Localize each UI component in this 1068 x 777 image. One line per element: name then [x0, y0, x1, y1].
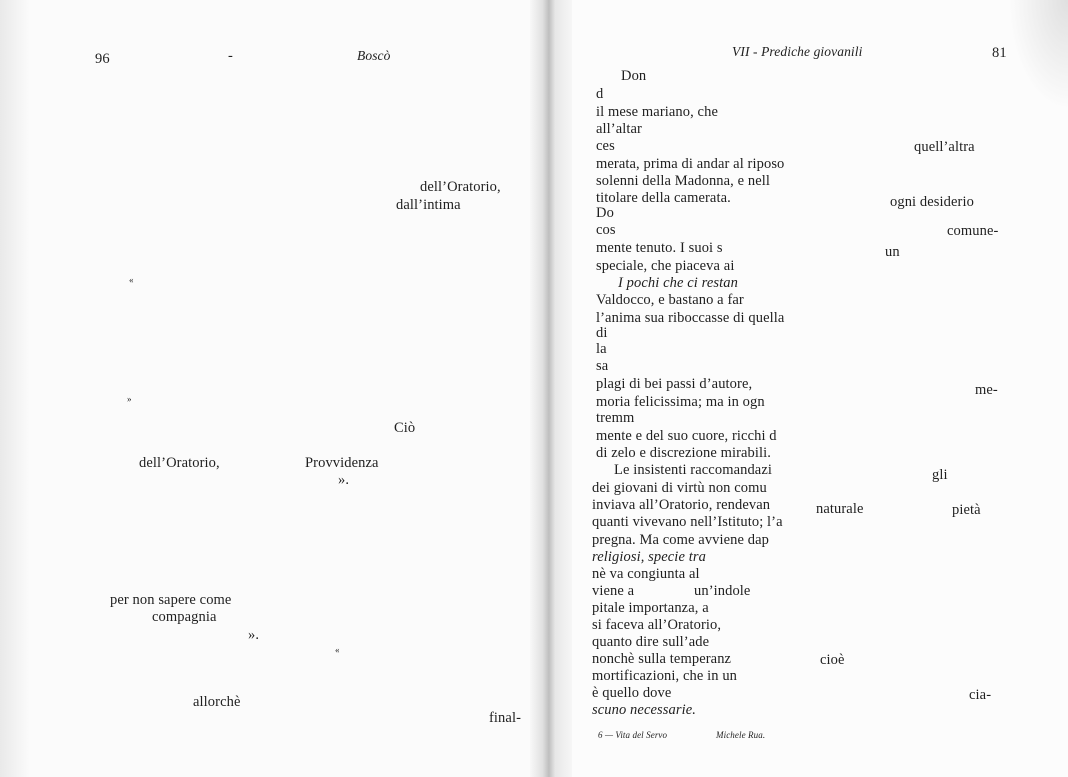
left-page-number: 96 [95, 51, 110, 67]
body-line: quanti vivevano nell’Istituto; l’a [592, 514, 783, 530]
text-fragment: gli [932, 467, 948, 483]
body-line: solenni della Madonna, e nell [596, 173, 771, 189]
text-fragment: me- [975, 382, 998, 398]
body-line: tremm [596, 410, 635, 426]
text-fragment: cioè [820, 652, 845, 668]
body-line: è quello dove [592, 685, 672, 701]
body-line: scuno necessarie. [592, 702, 696, 718]
text-fragment: « [335, 645, 340, 655]
body-line: di zelo e discrezione mirabili. [596, 445, 772, 461]
body-line: religiosi, specie tra [592, 549, 706, 565]
text-fragment: cia- [969, 687, 992, 703]
footer-right: Michele Rua. [716, 730, 766, 740]
text-fragment: dell’Oratorio, [139, 455, 220, 471]
body-line: mente e del suo cuore, ricchi d [596, 428, 777, 444]
text-fragment: ogni desiderio [890, 194, 974, 210]
right-page [542, 0, 1068, 777]
body-line: plagi di bei passi d’autore, [596, 376, 753, 392]
body-line: Don [621, 68, 647, 84]
body-line: dei giovani di virtù non comu [592, 480, 767, 496]
body-line: il mese mariano, che [596, 104, 718, 120]
text-fragment: comune- [947, 223, 999, 239]
text-fragment: compagnia [152, 609, 217, 625]
right-page-number: 81 [992, 45, 1007, 61]
book-gutter [530, 0, 572, 777]
body-line: I pochi che ci restan [618, 275, 738, 291]
text-fragment: ». [338, 472, 350, 488]
text-fragment: pietà [952, 502, 981, 518]
body-line: speciale, che piaceva ai [596, 258, 735, 274]
body-line: quanto dire sull’ade [592, 634, 710, 650]
body-line: sa [596, 358, 609, 374]
body-line: pregna. Ma come avviene dap [592, 532, 770, 548]
body-line: moria felicissima; ma in ogn [596, 394, 765, 410]
footer-left: 6 — Vita del Servo [598, 730, 668, 740]
body-line: viene a [592, 583, 635, 599]
page-edge-shading [0, 0, 30, 777]
text-fragment: allorchè [193, 694, 241, 710]
text-fragment: un’indole [694, 583, 751, 599]
body-line: ces [596, 138, 615, 154]
body-line: merata, prima di andar al riposo [596, 156, 785, 172]
body-line: mente tenuto. I suoi s [596, 240, 723, 256]
text-fragment: un [885, 244, 900, 260]
text-fragment: Provvidenza [305, 455, 379, 471]
text-fragment: » [127, 394, 132, 404]
text-fragment: « [129, 275, 134, 285]
body-line: pitale importanza, a [592, 600, 709, 616]
body-line: l’anima sua riboccasse di quella [596, 310, 785, 326]
body-line: d [596, 86, 604, 102]
body-line: nè va congiunta al [592, 566, 700, 582]
body-line: la [596, 341, 607, 357]
body-line: mortificazioni, che in un [592, 668, 738, 684]
body-line: Le insistenti raccomandazi [614, 462, 773, 478]
left-running-head: Boscò [357, 48, 391, 63]
right-running-head: VII - Prediche giovanili [732, 44, 863, 59]
page-corner-shading [1008, 0, 1068, 110]
body-line: di [596, 325, 608, 341]
body-line: cos [596, 222, 616, 238]
body-line: Valdocco, e bastano a far [596, 292, 744, 308]
text-fragment: naturale [816, 501, 864, 517]
body-line: titolare della camerata. [596, 190, 731, 206]
body-line: si faceva all’Oratorio, [592, 617, 722, 633]
body-line: Do [596, 205, 614, 221]
text-fragment: quell’altra [914, 139, 975, 155]
text-fragment: final- [489, 710, 522, 726]
body-line: nonchè sulla temperanz [592, 651, 732, 667]
text-fragment: per non sapere come [110, 592, 232, 608]
text-fragment: dell’Oratorio, [420, 179, 501, 195]
text-fragment: ». [248, 627, 260, 643]
text-fragment: Ciò [394, 420, 416, 436]
text-fragment: dall’intima [396, 197, 461, 213]
body-line: all’altar [596, 121, 642, 137]
body-line: inviava all’Oratorio, rendevan [592, 497, 771, 513]
left-header-dash: - [228, 48, 233, 64]
